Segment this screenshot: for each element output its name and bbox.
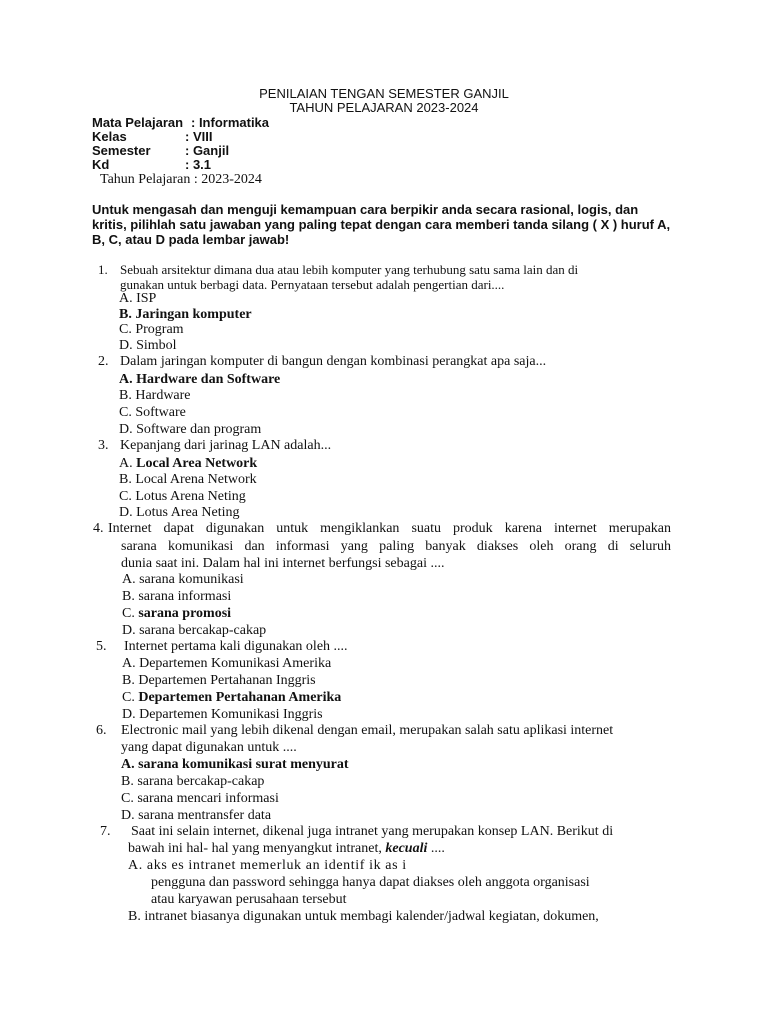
question-number: 5. bbox=[96, 639, 107, 654]
option-d: D. sarana mentransfer data bbox=[121, 808, 272, 823]
option-d: D. Software dan program bbox=[119, 422, 262, 437]
option-a bbox=[119, 457, 257, 471]
option-b: B. sarana informasi bbox=[122, 589, 232, 604]
question-text: Internet dapat digunakan untuk mengiklankan suatu produk karena internet merupakan bbox=[108, 521, 671, 536]
question-number: 3. bbox=[98, 438, 109, 453]
option-d: D. Simbol bbox=[119, 338, 177, 353]
question-text: sarana komunikasi dan informasi yang paling banyak diakses oleh orang di seluruh bbox=[121, 539, 671, 554]
option-b: B. intranet biasanya digunakan untuk membagi kalender/jadwal kegiatan, dokumen, bbox=[128, 909, 599, 924]
option-c: C. Lotus Arena Neting bbox=[119, 489, 246, 504]
option-d: D. Departemen Komunikasi Inggris bbox=[122, 707, 323, 722]
academic-year-title: TAHUN PELAJARAN 2023-2024 bbox=[289, 100, 479, 115]
option-b: B. Local Arena Network bbox=[119, 472, 257, 487]
question-number: 1. bbox=[98, 262, 108, 277]
option-c: C. Software bbox=[119, 405, 186, 420]
question-text: Sebuah arsitektur dimana dua atau lebih komputer yang terhubung satu sama lain dan di bbox=[120, 262, 579, 277]
option-b: B. Jaringan komputer bbox=[119, 307, 252, 322]
semester-value: : Ganjil bbox=[185, 143, 230, 158]
option-a: A. ISP bbox=[119, 291, 157, 306]
question-number: 6. bbox=[96, 723, 107, 738]
option-c: C. Program bbox=[119, 322, 184, 337]
question-text: Saat ini selain internet, dikenal juga intranet yang merupakan konsep LAN. Berikut di bbox=[131, 824, 614, 839]
option-b: B. Hardware bbox=[119, 388, 191, 403]
question-text bbox=[128, 842, 445, 856]
question-text: dunia saat ini. Dalam hal ini internet berfungsi sebagai .... bbox=[121, 556, 445, 571]
question-number: 4. bbox=[93, 521, 104, 536]
instruction-line: Untuk mengasah dan menguji kemampuan cara berpikir anda secara rasional, logis, dan bbox=[92, 202, 639, 217]
question-text: Dalam jaringan komputer di bangun dengan kombinasi perangkat apa saja... bbox=[120, 354, 547, 369]
class-value: : VIII bbox=[185, 129, 213, 144]
question-number: 7. bbox=[100, 824, 111, 839]
option-a: A. sarana komunikasi bbox=[122, 572, 244, 587]
question-text: Electronic mail yang lebih dikenal dengan email, merupakan salah satu aplikasi internet bbox=[121, 723, 614, 738]
option-b: B. sarana bercakap-cakap bbox=[121, 774, 265, 789]
question-text: gunakan untuk berbagi data. Pernyataan tersebut adalah pengertian dari.... bbox=[120, 277, 505, 292]
question-text: yang dapat digunakan untuk .... bbox=[121, 740, 297, 755]
option-a: A. sarana komunikasi surat menyurat bbox=[121, 757, 349, 772]
option-letter: A. bbox=[119, 456, 137, 471]
option-c bbox=[122, 607, 231, 621]
option-answer-text: Departemen Pertahanan Amerika bbox=[138, 690, 342, 705]
question-text: Internet pertama kali digunakan oleh .... bbox=[124, 639, 348, 654]
option-d: D. Lotus Area Neting bbox=[119, 505, 240, 520]
option-a: A. aks es intranet memerluk an identif ik as i bbox=[128, 858, 407, 873]
question-text-part: bawah ini hal- hal yang menyangkut intranet, bbox=[128, 841, 386, 856]
option-a: A. Hardware dan Software bbox=[119, 372, 281, 387]
question-text-part: .... bbox=[427, 841, 445, 856]
option-a-continued: pengguna dan password sehingga hanya dapat diakses oleh anggota organisasi bbox=[151, 875, 590, 890]
instruction-line: kritis, pilihlah satu jawaban yang paling tepat dengan cara memberi tanda silang ( X ) huruf A, bbox=[92, 217, 671, 232]
option-answer-text: Local Area Network bbox=[136, 456, 258, 471]
subject-value: : Informatika bbox=[191, 115, 270, 130]
instruction-line: B, C, atau D pada lembar jawab! bbox=[92, 232, 290, 247]
option-a: A. Departemen Komunikasi Amerika bbox=[122, 656, 332, 671]
option-answer-text: sarana promosi bbox=[138, 606, 232, 621]
semester-label: Semester bbox=[92, 143, 151, 158]
school-year: Tahun Pelajaran : 2023-2024 bbox=[100, 172, 262, 187]
emphasis-kecuali: kecuali bbox=[385, 841, 428, 856]
kd-value: : 3.1 bbox=[185, 157, 212, 172]
option-b: B. Departemen Pertahanan Inggris bbox=[122, 673, 316, 688]
option-c bbox=[122, 691, 341, 705]
exam-title: PENILAIAN TENGAN SEMESTER GANJIL bbox=[259, 86, 509, 101]
subject-label: Mata Pelajaran bbox=[92, 115, 184, 130]
option-a-continued: atau karyawan perusahaan tersebut bbox=[151, 892, 347, 907]
option-letter: C. bbox=[122, 606, 139, 621]
class-label: Kelas bbox=[92, 129, 127, 144]
option-letter: C. bbox=[122, 690, 139, 705]
option-d: D. sarana bercakap-cakap bbox=[122, 623, 267, 638]
kd-label: Kd bbox=[92, 157, 110, 172]
option-c: C. sarana mencari informasi bbox=[121, 791, 279, 806]
question-text: Kepanjang dari jarinag LAN adalah... bbox=[120, 438, 332, 453]
question-number: 2. bbox=[98, 354, 109, 369]
